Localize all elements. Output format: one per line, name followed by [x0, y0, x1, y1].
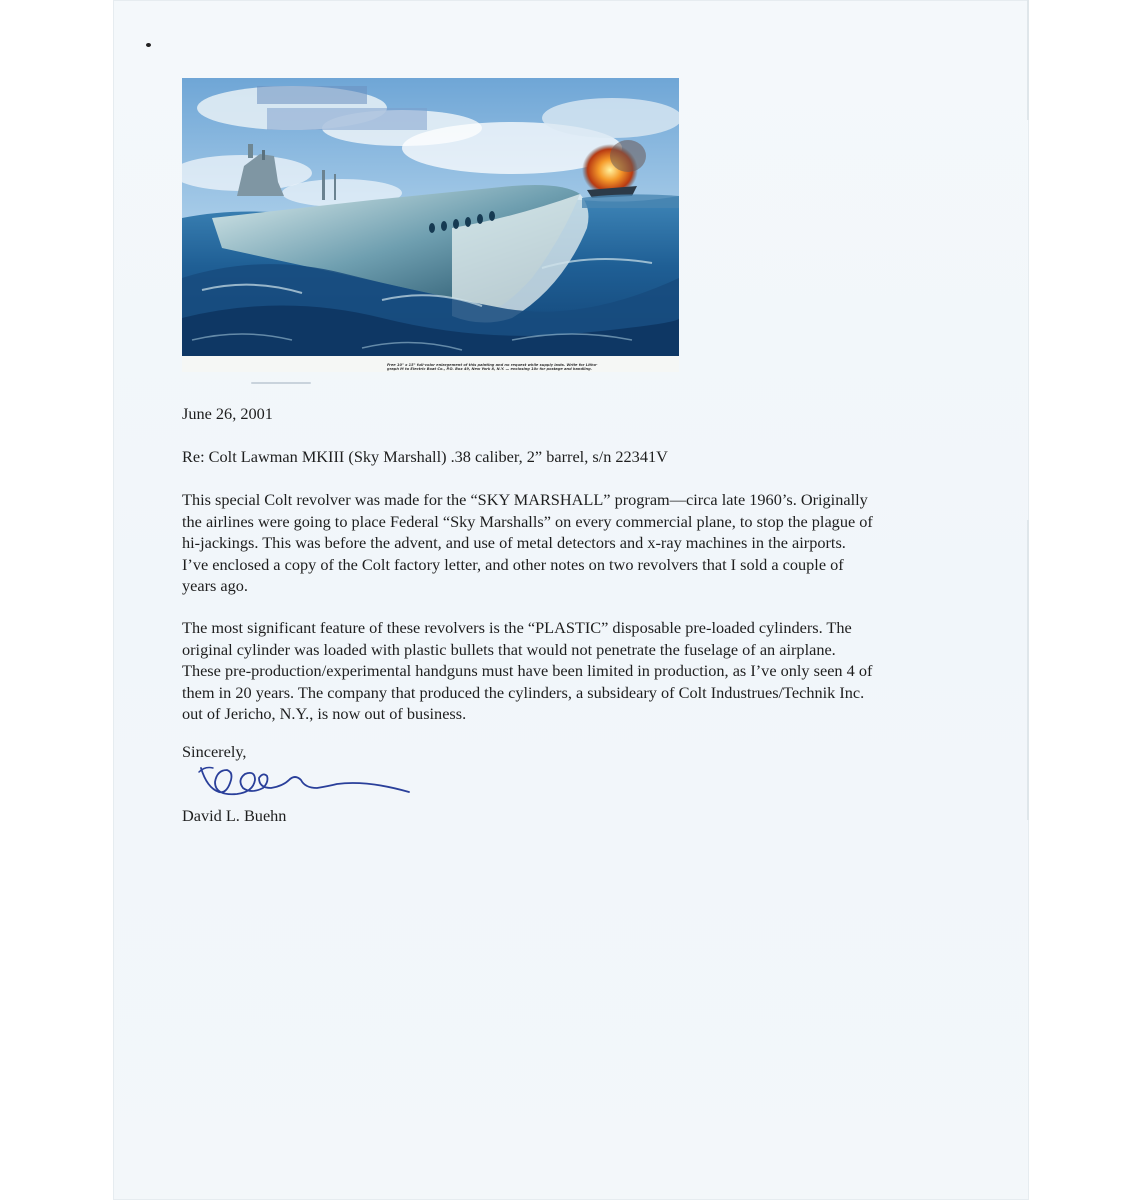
paragraph-line: I’ve enclosed a copy of the Colt factory letter, and other notes on two revolvers that I sold a couple of	[182, 554, 844, 574]
paper-speck	[146, 43, 151, 47]
paragraph-line: These pre-production/experimental handguns must have been limited in production, as I’ve only seen 4 of	[182, 661, 873, 681]
paragraph-line: them in 20 years. The company that produced the cylinders, a subsideary of Colt Industrues/Technik Inc.	[182, 682, 865, 702]
paragraph-line: out of Jericho, N.Y., is now out of business.	[182, 704, 467, 724]
illustration-caption	[387, 363, 675, 371]
letter-paragraph-1	[182, 489, 962, 597]
letter-subject-line: Re: Colt Lawman MKIII (Sky Marshall) .38 caliber, 2” barrel, s/n 22341V	[182, 447, 668, 466]
paragraph-line: original cylinder was loaded with plastic bullets that would not penetrate the fuselage of an airplane.	[182, 639, 836, 659]
submarine-painting	[182, 78, 679, 372]
letter-paragraph-2	[182, 617, 962, 725]
handwritten-signature	[197, 758, 417, 806]
illustration-caption-line: Free 10" x 15" full-color enlargement of this painting and no request while supply lasts. Write for Litho-	[387, 362, 598, 367]
signer-name: David L. Buehn	[182, 806, 287, 825]
paragraph-line: This special Colt revolver was made for the “SKY MARSHALL” program—circa late 1960’s. Originally	[182, 490, 868, 509]
scan-mark	[251, 382, 311, 384]
letter-page	[113, 0, 1029, 1200]
paragraph-line: hi-jackings. This was before the advent, and use of metal detectors and x-ray machines in the airports.	[182, 533, 846, 553]
paragraph-line: years ago.	[182, 576, 248, 596]
illustration-caption-line: graph M to Electric Boat Co., P.O. Box 49, New York 8, N.Y. — enclosing 10c for postage and handling.	[387, 366, 593, 371]
letter-date: June 26, 2001	[182, 404, 273, 423]
paragraph-line: The most significant feature of these revolvers is the “PLASTIC” disposable pre-loaded cylinders. The	[182, 618, 852, 637]
illustration-caption-strip	[182, 356, 679, 372]
paper-edge-mark	[1027, 520, 1029, 820]
paragraph-line: the airlines were going to place Federal “Sky Marshalls” on every commercial plane, to stop the plague of	[182, 511, 873, 531]
letter-closing: Sincerely,	[182, 742, 247, 761]
paper-edge-mark	[1027, 0, 1029, 120]
submarine-illustration	[182, 78, 679, 372]
